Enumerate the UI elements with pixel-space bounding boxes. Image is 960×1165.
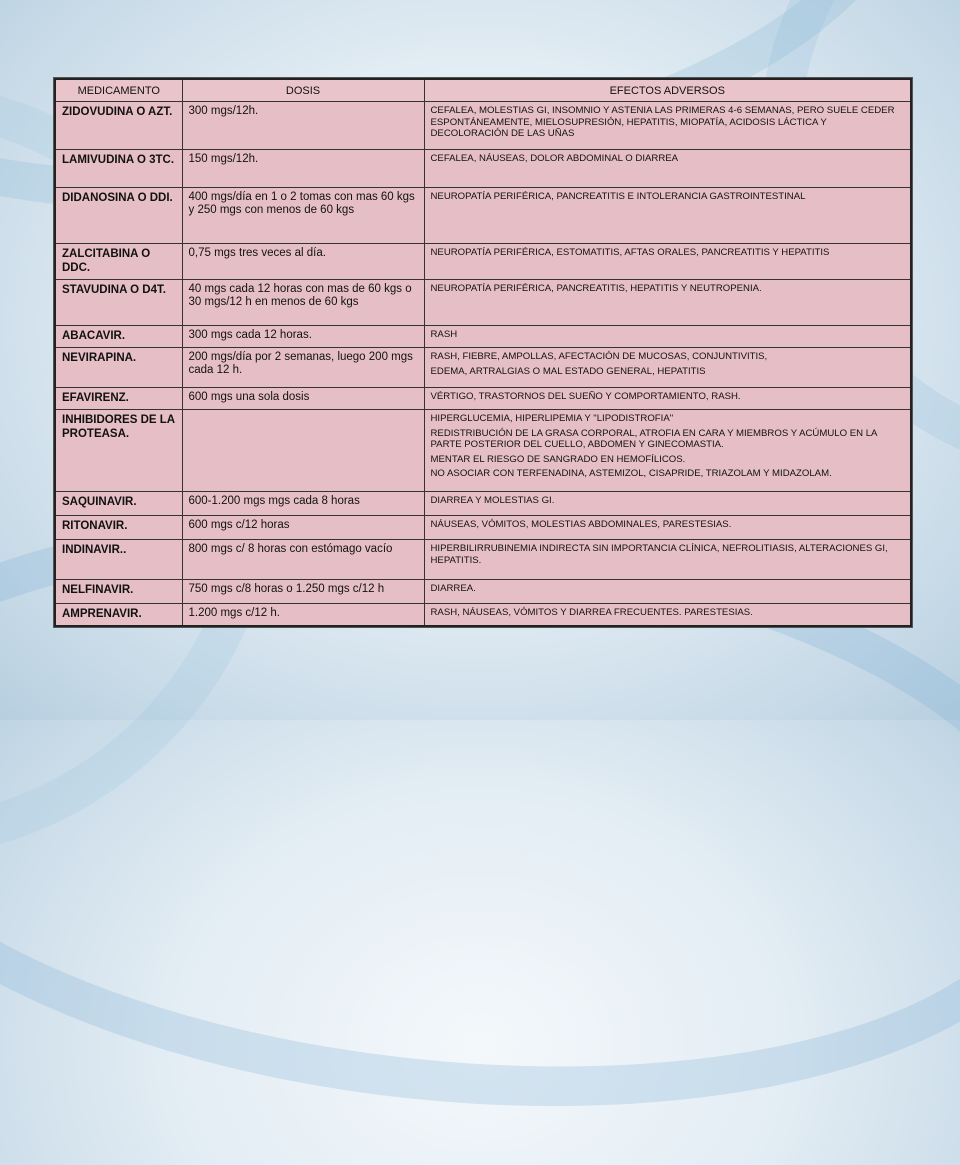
table-row <box>55 244 911 280</box>
table-row <box>55 326 911 348</box>
adverse-effect-line: HIPERGLUCEMIA, HIPERLIPEMIA Y "LIPODISTROFIA" <box>430 413 674 424</box>
table-row <box>55 188 911 244</box>
adverse-effects-cell <box>424 150 911 188</box>
adverse-effect-line: DIARREA Y MOLESTIAS GI. <box>430 495 555 506</box>
drug-name-cell: INHIBIDORES DE LA PROTEASA. <box>55 410 182 492</box>
adverse-effects-cell <box>424 280 911 326</box>
drug-name-cell: NEVIRAPINA. <box>55 348 182 388</box>
adverse-effect-line: VÉRTIGO, TRASTORNOS DEL SUEÑO Y COMPORTAMIENTO, RASH. <box>430 391 741 402</box>
drug-name-cell: ZIDOVUDINA O AZT. <box>55 102 182 150</box>
adverse-effects-cell <box>424 540 911 580</box>
dose-cell: 0,75 mgs tres veces al día. <box>182 244 424 280</box>
table-row <box>55 102 911 150</box>
drug-name-cell: NELFINAVIR. <box>55 580 182 604</box>
antiretroviral-table <box>54 78 912 627</box>
adverse-effect-line: NO ASOCIAR CON TERFENADINA, ASTEMIZOL, CISAPRIDE, TRIAZOLAM Y MIDAZOLAM. <box>430 468 832 479</box>
drug-name-cell: STAVUDINA O D4T. <box>55 280 182 326</box>
dose-cell: 750 mgs c/8 horas o 1.250 mgs c/12 h <box>182 580 424 604</box>
adverse-effect-line: NÁUSEAS, VÓMITOS, MOLESTIAS ABDOMINALES, PARESTESIAS. <box>430 519 732 530</box>
header-medication: MEDICAMENTO <box>55 79 182 102</box>
table-row <box>55 410 911 492</box>
adverse-effect-line: NEUROPATÍA PERIFÉRICA, ESTOMATITIS, AFTAS ORALES, PANCREATITIS Y HEPATITIS <box>430 247 830 258</box>
adverse-effect-line: REDISTRIBUCIÓN DE LA GRASA CORPORAL, ATROFIA EN CARA Y MIEMBROS Y ACÚMULO EN LA PARTE POSTERIOR DEL CUELLO, ABDOMEN Y GINECOMASTIA. <box>430 427 877 450</box>
adverse-effects-cell <box>424 388 911 410</box>
dose-cell: 300 mgs/12h. <box>182 102 424 150</box>
table-row <box>55 492 911 516</box>
drug-name-cell: DIDANOSINA O DDI. <box>55 188 182 244</box>
dose-cell: 400 mgs/día en 1 o 2 tomas con mas 60 kgs y 250 mgs con menos de 60 kgs <box>182 188 424 244</box>
drug-name-cell: AMPRENAVIR. <box>55 604 182 627</box>
dose-cell: 800 mgs c/ 8 horas con estómago vacío <box>182 540 424 580</box>
adverse-effects-cell <box>424 326 911 348</box>
drug-name-cell: INDINAVIR.. <box>55 540 182 580</box>
dose-cell: 1.200 mgs c/12 h. <box>182 604 424 627</box>
adverse-effect-line: CEFALEA, MOLESTIAS GI, INSOMNIO Y ASTENIA LAS PRIMERAS 4-6 SEMANAS, PERO SUELE CEDER ESPONTÁNEAMENTE, MIELOSUPRESIÓN, HEPATITIS, MIOPATÍA, ACIDOSIS LÁCTICA Y DECOLORACIÓN DE LAS UÑAS <box>430 105 895 139</box>
header-effects: EFECTOS ADVERSOS <box>424 79 911 102</box>
adverse-effect-line: NEUROPATÍA PERIFÉRICA, PANCREATITIS, HEPATITIS Y NEUTROPENIA. <box>430 283 762 294</box>
adverse-effect-line: MENTAR EL RIESGO DE SANGRADO EN HEMOFÍLICOS. <box>430 453 686 465</box>
dose-cell: 600-1.200 mgs mgs cada 8 horas <box>182 492 424 516</box>
dose-cell: 600 mgs una sola dosis <box>182 388 424 410</box>
adverse-effects-cell <box>424 102 911 150</box>
adverse-effects-cell <box>424 188 911 244</box>
adverse-effect-line: DIARREA. <box>430 583 476 594</box>
table-row <box>55 280 911 326</box>
adverse-effects-cell <box>424 348 911 388</box>
adverse-effects-cell <box>424 244 911 280</box>
table-row <box>55 604 911 627</box>
header-dose: DOSIS <box>182 79 424 102</box>
adverse-effects-cell <box>424 410 911 492</box>
adverse-effects-cell <box>424 604 911 627</box>
dose-cell <box>182 410 424 492</box>
drug-name-cell: ZALCITABINA O DDC. <box>55 244 182 280</box>
adverse-effects-cell <box>424 580 911 604</box>
adverse-effects-cell <box>424 516 911 540</box>
drug-name-cell: LAMIVUDINA O 3TC. <box>55 150 182 188</box>
dose-cell: 40 mgs cada 12 horas con mas de 60 kgs o 30 mgs/12 h en menos de 60 kgs <box>182 280 424 326</box>
table-row <box>55 516 911 540</box>
dose-cell: 600 mgs c/12 horas <box>182 516 424 540</box>
adverse-effect-line: HIPERBILIRRUBINEMIA INDIRECTA SIN IMPORTANCIA CLÍNICA, NEFROLITIASIS, ALTERACIONES GI, HEPATITIS. <box>430 543 888 566</box>
adverse-effect-line: RASH, NÁUSEAS, VÓMITOS Y DIARREA FRECUENTES. PARESTESIAS. <box>430 607 753 618</box>
drug-name-cell: SAQUINAVIR. <box>55 492 182 516</box>
drug-name-cell: RITONAVIR. <box>55 516 182 540</box>
table-row <box>55 540 911 580</box>
adverse-effect-line: RASH <box>430 329 458 340</box>
adverse-effect-line: EDEMA, ARTRALGIAS O MAL ESTADO GENERAL, HEPATITIS <box>430 365 706 377</box>
dose-cell: 150 mgs/12h. <box>182 150 424 188</box>
dose-cell: 200 mgs/día por 2 semanas, luego 200 mgs cada 12 h. <box>182 348 424 388</box>
drug-name-cell: EFAVIRENZ. <box>55 388 182 410</box>
table-row <box>55 388 911 410</box>
table-row <box>55 580 911 604</box>
table-row <box>55 150 911 188</box>
dose-cell: 300 mgs cada 12 horas. <box>182 326 424 348</box>
table-header-row <box>55 79 911 102</box>
adverse-effect-line: RASH, FIEBRE, AMPOLLAS, AFECTACIÓN DE MUCOSAS, CONJUNTIVITIS, <box>430 351 768 362</box>
adverse-effect-line: NEUROPATÍA PERIFÉRICA, PANCREATITIS E INTOLERANCIA GASTROINTESTINAL <box>430 191 806 202</box>
table-row <box>55 348 911 388</box>
adverse-effect-line: CEFALEA, NÁUSEAS, DOLOR ABDOMINAL O DIARREA <box>430 153 679 164</box>
adverse-effects-cell <box>424 492 911 516</box>
drug-name-cell: ABACAVIR. <box>55 326 182 348</box>
